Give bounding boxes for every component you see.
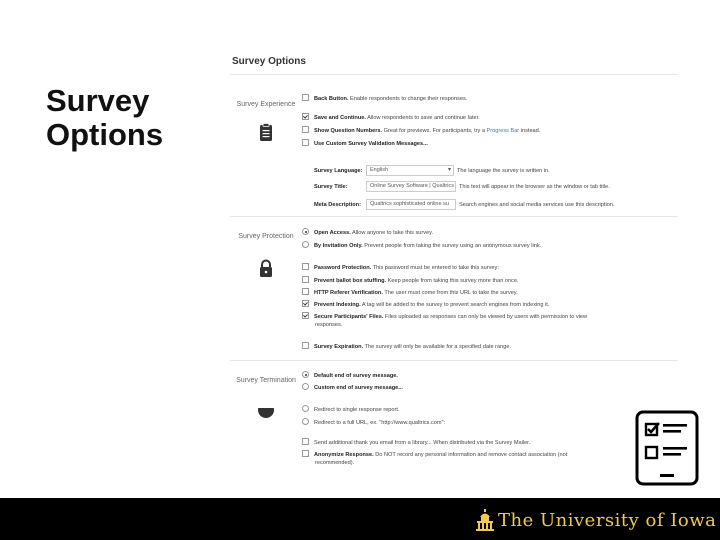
radio-checked[interactable] [302, 228, 309, 235]
meta-description-field: Meta Description: Qualtrics sophisticated online su Search engines and social media services use this description. [314, 199, 614, 210]
section-divider [230, 216, 678, 217]
option-custom-validation[interactable]: Use Custom Survey Validation Messages... [302, 140, 672, 148]
radio-default-end-message[interactable]: Default end of survey message. [302, 372, 672, 380]
radio-redirect-report[interactable]: Redirect to single response report. [302, 406, 672, 414]
checkbox-checked[interactable] [302, 312, 309, 319]
survey-language-select[interactable]: English ▾ [366, 165, 454, 176]
radio-custom-end-message[interactable]: Custom end of survey message... [302, 384, 672, 392]
clipboard-icon [256, 122, 276, 142]
radio[interactable] [302, 418, 309, 425]
radio-open-access[interactable]: Open Access. Allow anyone to take this survey. [302, 229, 672, 237]
slide-title [46, 84, 163, 152]
checkbox[interactable] [302, 438, 309, 445]
option-anonymize-response[interactable]: Anonymize Response. Do NOT record any personal information and remove contact association (not [302, 451, 672, 459]
option-show-question-numbers[interactable]: Show Question Numbers. Great for previews. For participants, try a Progress Bar instead. [302, 127, 672, 135]
checkbox[interactable] [302, 139, 309, 146]
checkbox[interactable] [302, 126, 309, 133]
radio-checked[interactable] [302, 371, 309, 378]
section-label-protection: Survey Protection [238, 233, 294, 240]
slide-title-line-1: Survey [46, 83, 150, 118]
checkbox-checked[interactable] [302, 113, 309, 120]
checkbox-checked[interactable] [302, 300, 309, 307]
university-name: The University of Iowa [498, 510, 717, 531]
radio[interactable] [302, 241, 309, 248]
survey-title-input[interactable]: Online Survey Software | Qualtrics [366, 181, 456, 192]
radio[interactable] [302, 405, 309, 412]
radio-redirect-url[interactable]: Redirect to a full URL, ex. "http://www.qualtrics.com": [302, 419, 672, 427]
option-save-and-continue[interactable]: Save and Continue. Allow respondents to save and continue later. [302, 114, 672, 122]
option-back-button[interactable]: Back Button. Enable respondents to change their responses. [302, 95, 672, 103]
header-divider [230, 74, 678, 75]
option-secure-files[interactable]: Secure Participants' Files. Files uploaded as responses can only be viewed by users with permission to view [302, 313, 672, 321]
checkbox[interactable] [302, 288, 309, 295]
radio-by-invitation-only[interactable]: By Invitation Only. Prevent people from taking the survey using an anonymous survey link. [302, 242, 672, 250]
option-password-protection[interactable]: Password Protection. This password must be entered to take this survey: [302, 264, 672, 272]
option-http-referer[interactable]: HTTP Referer Verification. The user must come from this URL to take the survey. [302, 289, 672, 297]
progress-bar-link[interactable]: Progress Bar [486, 127, 520, 134]
option-secure-files-cont: responses. [315, 322, 343, 328]
checkbox[interactable] [302, 276, 309, 283]
section-divider [230, 360, 678, 361]
survey-tablet-icon [634, 410, 700, 486]
checkbox[interactable] [302, 342, 309, 349]
option-anonymize-response-cont: recommended). [315, 460, 355, 466]
option-prevent-ballot-stuffing[interactable]: Prevent ballot box stuffing. Keep people from taking this survey more than once. [302, 277, 672, 285]
checkbox[interactable] [302, 263, 309, 270]
survey-language-field: Survey Language: English ▾ The language the survey is written in. [314, 165, 550, 176]
section-label-termination: Survey Termination [236, 377, 296, 384]
option-survey-expiration[interactable]: Survey Expiration. The survey will only be available for a specified date range. [302, 343, 672, 351]
lock-icon [256, 258, 276, 278]
slide-title-line-2: Options [46, 117, 164, 152]
half-circle-icon [256, 400, 276, 420]
checkbox[interactable] [302, 450, 309, 457]
capitol-building-icon [476, 509, 494, 531]
panel-header: Survey Options [232, 56, 306, 67]
university-logo [476, 508, 716, 532]
checkbox[interactable] [302, 94, 309, 101]
meta-description-input[interactable]: Qualtrics sophisticated online su [366, 199, 456, 210]
option-send-thank-you[interactable]: Send additional thank you email from a library... When distributed via the Survey Mailer. [302, 439, 672, 447]
survey-options-panel [230, 48, 678, 476]
survey-title-field: Survey Title: Online Survey Software | Qualtrics This text will appear in the browser as the window or tab title. [314, 181, 610, 192]
radio[interactable] [302, 383, 309, 390]
option-prevent-indexing[interactable]: Prevent Indexing. A tag will be added to the survey to prevent search engines from indexing it. [302, 301, 672, 309]
section-label-experience: Survey Experience [236, 101, 296, 108]
